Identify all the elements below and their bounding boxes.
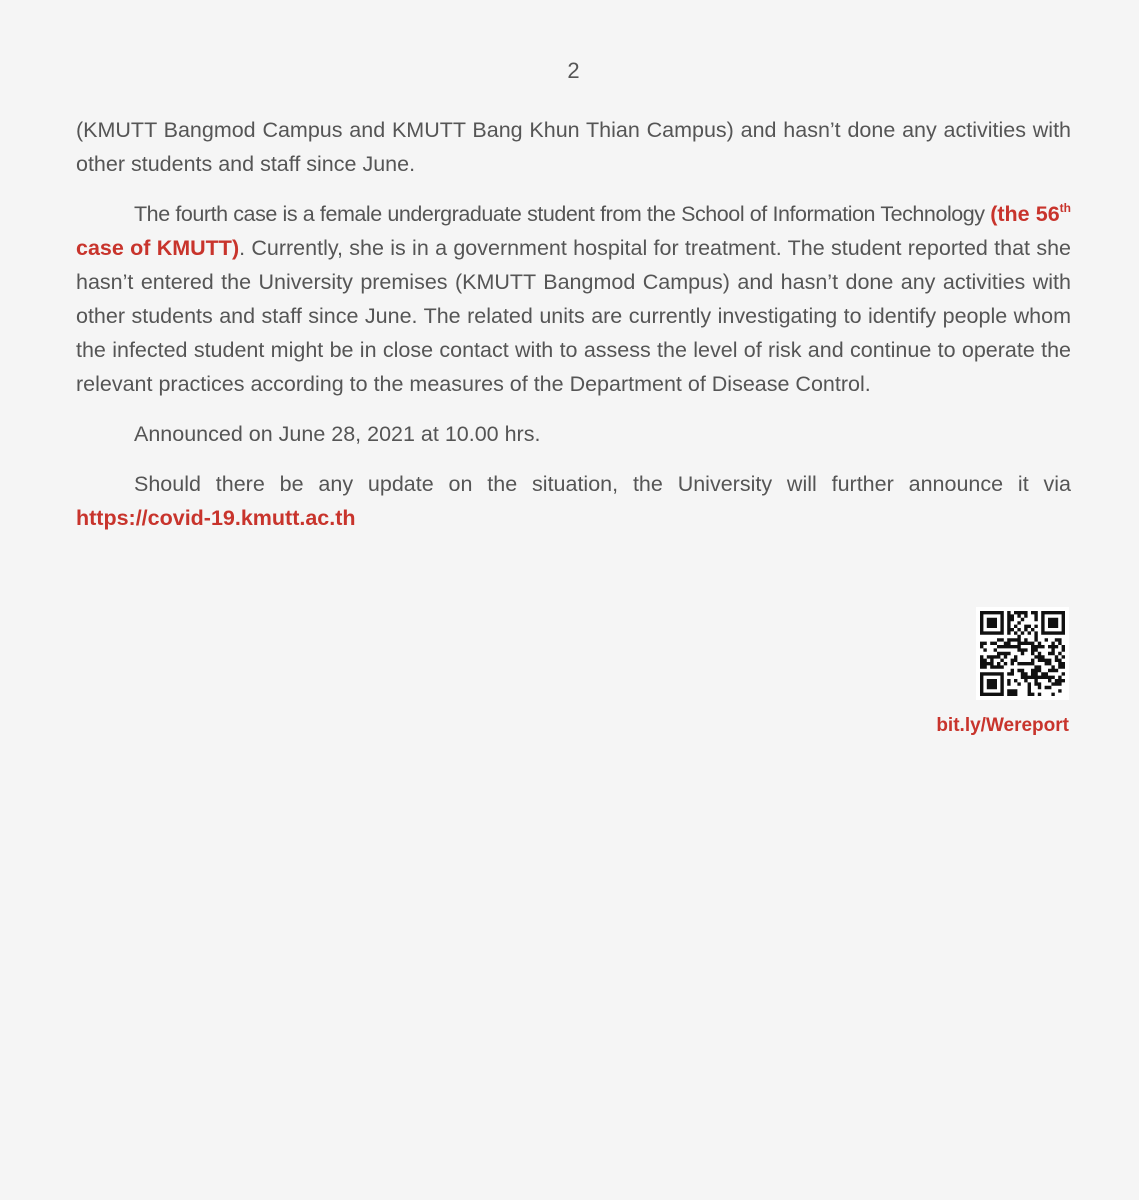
- case-number-suffix: case of KMUTT): [76, 236, 240, 260]
- case-number-superscript: th: [1059, 201, 1071, 215]
- document-body: [76, 113, 1071, 551]
- qr-section: [909, 607, 1069, 737]
- covid-info-link[interactable]: https://covid-19.kmutt.ac.th: [76, 506, 356, 530]
- case-number-prefix: (the 56: [990, 202, 1060, 226]
- paragraph-fourth-case: [76, 197, 1071, 401]
- fourth-case-intro: The fourth case is a female undergraduate student from the School of Information Technology: [134, 202, 991, 226]
- qr-code-icon[interactable]: [976, 607, 1069, 700]
- update-notice-text: Should there be any update on the situation, the University will further announce it via: [134, 472, 1071, 496]
- announcement-date: Announced on June 28, 2021 at 10.00 hrs.: [134, 422, 541, 446]
- qr-modules: [980, 611, 1065, 696]
- paragraph-continuation: (KMUTT Bangmod Campus and KMUTT Bang Khun Thian Campus) and hasn’t done any activities with other students and staff since June.: [76, 118, 1071, 176]
- report-short-link[interactable]: bit.ly/Wereport: [936, 715, 1069, 736]
- fourth-case-details: . Currently, she is in a government hospital for treatment. The student reported that she hasn’t entered the University premises (KMUTT Bangmod Campus) and hasn’t done any activities with other students and staff since June. The related units are currently investigating to identify people whom the infected student might be in close contact with to assess the level of risk and continue to operate the relevant practices according to the measures of the Department of Disease Control.: [76, 236, 1071, 396]
- paragraph-update-notice: [76, 467, 1071, 535]
- page-number: 2: [567, 58, 580, 83]
